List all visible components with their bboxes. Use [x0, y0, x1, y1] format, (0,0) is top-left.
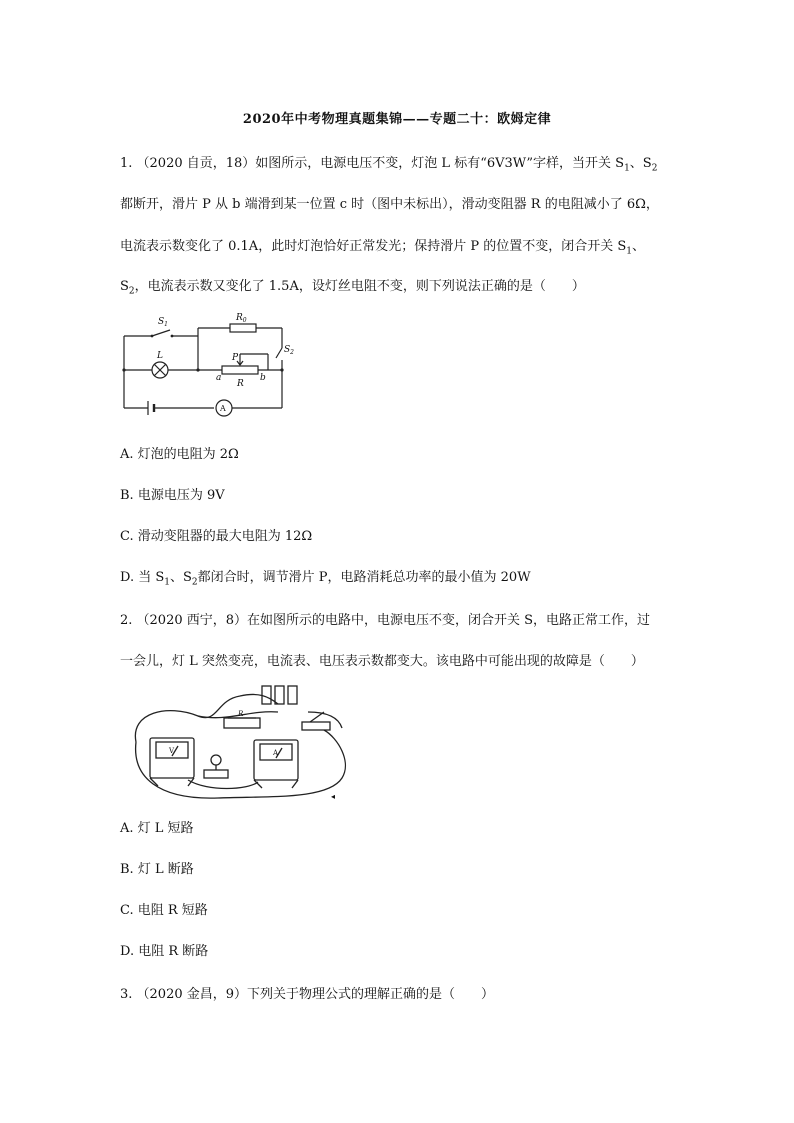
q1-text: D. 当 S	[120, 570, 165, 585]
subscript: 2	[191, 577, 198, 588]
page-title: 2020年中考物理真题集锦——专题二十：欧姆定律	[242, 112, 552, 127]
q1-option-c: C. 滑动变阻器的最大电阻为 12Ω	[120, 529, 313, 544]
q1-option-d	[120, 566, 680, 588]
q2-option-c: C. 电阻 R 短路	[120, 903, 208, 918]
label-slider-p: P	[232, 353, 239, 363]
label-ammeter: A	[220, 404, 226, 413]
label-lamp: L	[157, 351, 163, 361]
q2-option-b: B. 灯 L 断路	[120, 862, 194, 877]
q2-line-1: 2. （2020 西宁，8）在如图所示的电路中，电源电压不变，闭合开关 S，电路正常工作，过	[120, 613, 651, 628]
q1-text: 、S	[629, 156, 652, 171]
q2-option-d: D. 电阻 R 断路	[120, 944, 209, 959]
q1-text: 都闭合时，调节滑片 P，电路消耗总功率的最小值为 20W	[197, 570, 531, 585]
label-resistor: R	[238, 710, 244, 718]
q1-text: 1. （2020 自贡，18）如图所示，电源电压不变，灯泡 L 标有“6V3W”字样，当开关 S	[120, 156, 625, 171]
stray-mark: ◂	[331, 792, 336, 801]
q1-text: ，电流表示数又变化了 1.5A，设灯丝电阻不变，则下列说法正确的是（ ）	[134, 279, 585, 294]
q3-line-1: 3. （2020 金昌，9）下列关于物理公式的理解正确的是（ ）	[120, 987, 495, 1002]
q1-text: S	[120, 279, 129, 294]
label-b-end: b	[260, 373, 266, 383]
q1-text: 、S	[170, 570, 192, 585]
label-r0: $R_0$	[236, 313, 247, 324]
q2-line-2: 一会儿，灯 L 突然变亮，电流表、电压表示数都变大。该电路中可能出现的故障是（ ）	[120, 654, 644, 669]
q1-line-1	[120, 152, 680, 174]
subscript: 1	[164, 577, 170, 588]
q1-line-3	[120, 235, 680, 257]
q1-circuit-diagram	[118, 308, 298, 418]
label-a-end: a	[216, 373, 222, 383]
label-s1: $S_1$	[158, 317, 168, 328]
label-ammeter-2: A	[273, 749, 279, 757]
subscript: 1	[624, 163, 630, 174]
q1-text: 电流表示数变化了 0.1A，此时灯泡恰好正常发光；保持滑片 P 的位置不变，闭合开关 S	[120, 239, 627, 254]
label-s2: $S_2$	[284, 345, 294, 356]
q2-option-a: A. 灯 L 短路	[120, 821, 194, 836]
q1-text: 、	[631, 239, 645, 254]
q1-line-2: 都断开，滑片 P 从 b 端滑到某一位置 c 时（图中未标出），滑动变阻器 R 的电阻减小了 6Ω，	[120, 197, 659, 212]
q1-line-4	[120, 275, 680, 297]
q1-option-a: A. 灯泡的电阻为 2Ω	[120, 447, 239, 462]
q2-apparatus-sketch	[128, 682, 360, 804]
subscript: 1	[626, 246, 632, 257]
subscript: 2	[651, 163, 658, 174]
q1-option-b: B. 电源电压为 9V	[120, 488, 225, 503]
label-rheostat-r: R	[237, 379, 244, 389]
subscript: 2	[128, 286, 135, 297]
label-voltmeter: V	[169, 747, 175, 755]
